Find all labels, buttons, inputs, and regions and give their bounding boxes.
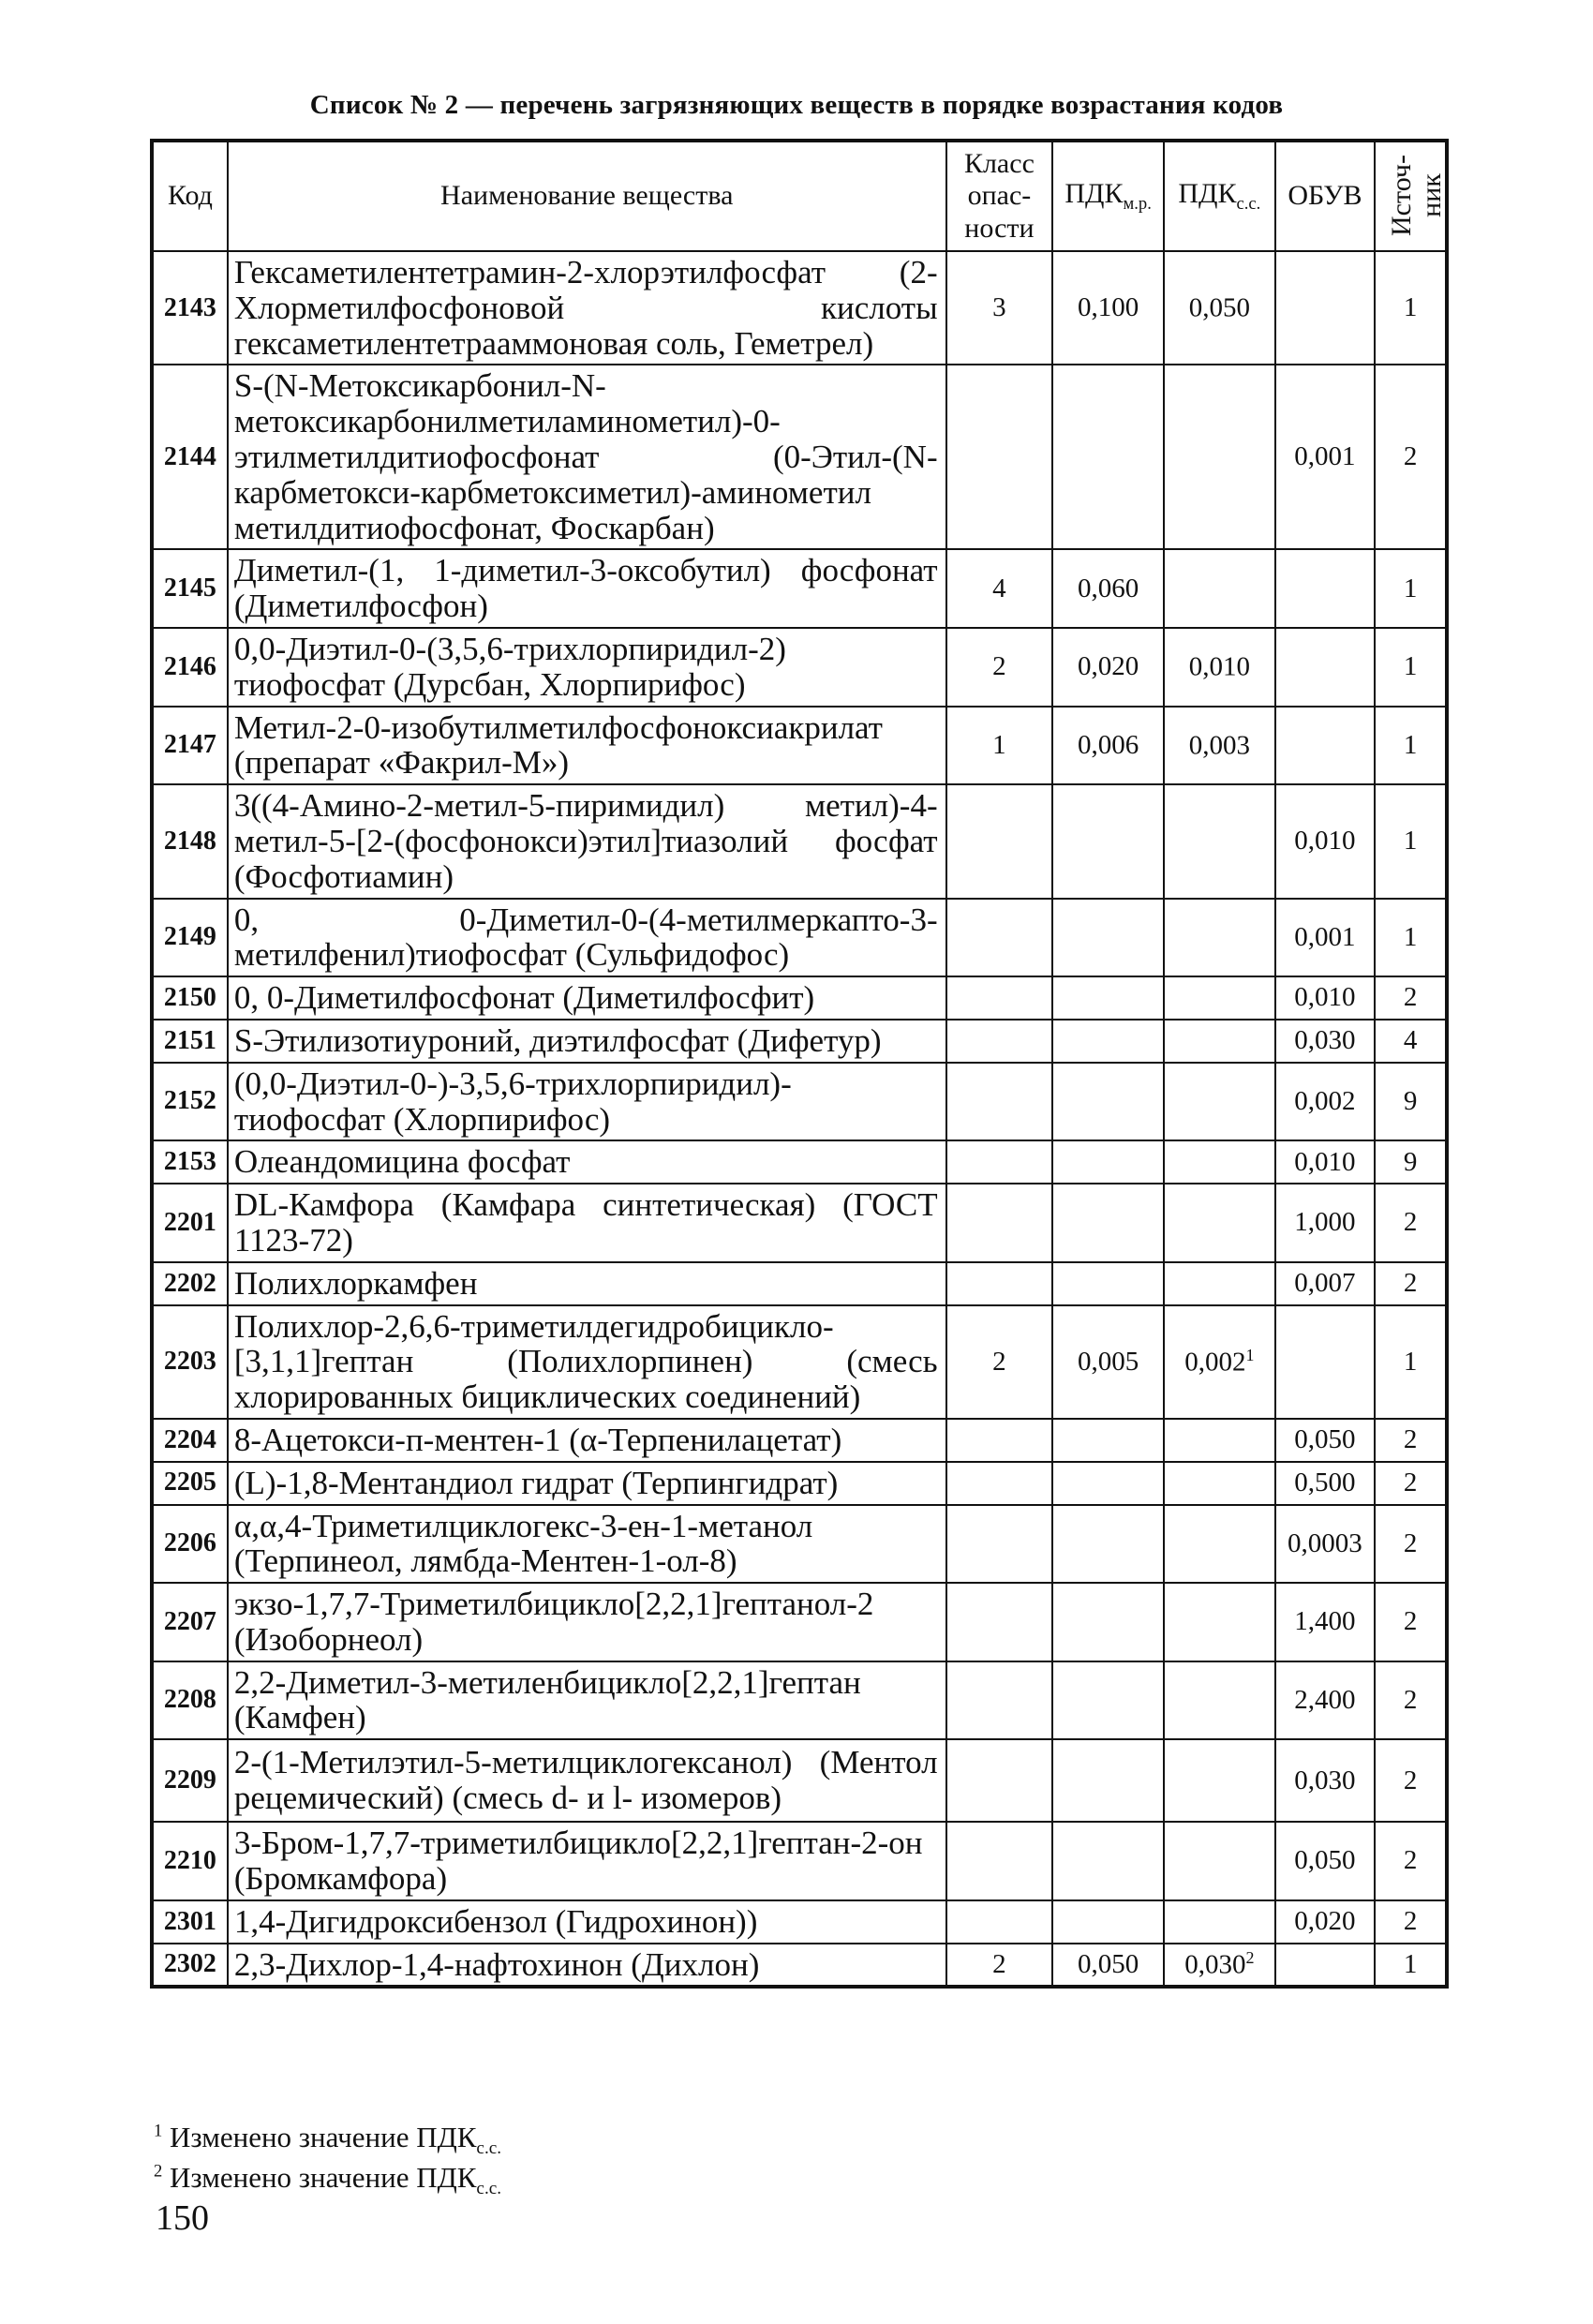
cell-obuv: 0,010 [1275,976,1375,1020]
table-row [152,1184,1447,1262]
cell-pdk-ss [1164,784,1275,898]
cell-name: 2,2-Диметил-3-метиленбицикло[2,2,1]гептан (Камфен) [228,1661,946,1740]
cell-source: 2 [1375,1661,1447,1740]
cell-obuv [1275,1305,1375,1419]
cell-code: 2302 [152,1944,228,1988]
table-header-row [152,141,1447,251]
cell-pdk-mr: 0,060 [1052,549,1164,628]
cell-pdk-ss [1164,976,1275,1020]
cell-pdk-ss [1164,1739,1275,1822]
cell-source: 1 [1375,1944,1447,1988]
pdk-ss-footnote-mark: 1 [1245,1345,1255,1364]
pdk-ss-value: 0,002 [1184,1347,1246,1378]
cell-pdk-ss [1164,1944,1275,1988]
cell-source: 1 [1375,251,1447,365]
cell-source: 1 [1375,784,1447,898]
table-row [152,1944,1447,1988]
cell-hazard [946,1739,1053,1822]
cell-name: Метил-2-0-изобутилметилфосфоноксиакрилат (препарат «Факрил-М») [228,707,946,785]
cell-code: 2152 [152,1063,228,1141]
cell-code: 2153 [152,1140,228,1184]
cell-obuv [1275,549,1375,628]
cell-hazard [946,899,1053,977]
cell-code: 2209 [152,1739,228,1822]
cell-pdk-ss [1164,365,1275,549]
cell-code: 2151 [152,1020,228,1063]
cell-hazard: 3 [946,251,1053,365]
table-row [152,628,1447,707]
cell-hazard: 4 [946,549,1053,628]
cell-pdk-ss [1164,899,1275,977]
cell-code: 2203 [152,1305,228,1419]
cell-obuv: 0,020 [1275,1900,1375,1944]
cell-pdk-ss [1164,1063,1275,1141]
cell-name: DL-Камфора (Камфара синтетическая) (ГОСТ 1123-72) [228,1184,946,1262]
cell-name: 3-Бром-1,7,7-триметилбицикло[2,2,1]гептан-2-он (Бромкамфора) [228,1822,946,1900]
table-row [152,1661,1447,1740]
cell-obuv: 0,050 [1275,1822,1375,1900]
cell-hazard: 2 [946,1305,1053,1419]
cell-pdk-mr [1052,1822,1164,1900]
cell-source: 1 [1375,628,1447,707]
cell-obuv: 0,500 [1275,1462,1375,1505]
cell-hazard [946,976,1053,1020]
cell-obuv: 0,0003 [1275,1505,1375,1584]
table-row [152,1020,1447,1063]
cell-pdk-mr: 0,100 [1052,251,1164,365]
cell-pdk-ss [1164,1462,1275,1505]
cell-hazard [946,1505,1053,1584]
table-row [152,1739,1447,1822]
cell-hazard [946,784,1053,898]
cell-code: 2147 [152,707,228,785]
cell-hazard [946,365,1053,549]
cell-name: S-Этилизотиуроний, диэтилфосфат (Дифетур) [228,1020,946,1063]
cell-code: 2206 [152,1505,228,1584]
pdk-ss-footnote-mark: 2 [1245,1948,1255,1968]
cell-pdk-ss [1164,707,1275,785]
cell-pdk-ss [1164,1661,1275,1740]
cell-pdk-mr: 0,020 [1052,628,1164,707]
cell-pdk-mr [1052,365,1164,549]
cell-source: 1 [1375,707,1447,785]
header-source: Источ- ник [1375,141,1447,251]
cell-pdk-mr: 0,006 [1052,707,1164,785]
cell-pdk-ss [1164,1505,1275,1584]
table-body [152,251,1447,1987]
cell-pdk-ss [1164,1419,1275,1462]
cell-name: Диметил-(1, 1-диметил-3-оксобутил) фосфонат (Диметилфосфон) [228,549,946,628]
cell-hazard [946,1063,1053,1141]
cell-name: (0,0-Диэтил-0-)-3,5,6-трихлорпиридил)-тиофосфат (Хлорпирифос) [228,1063,946,1141]
cell-pdk-mr [1052,1063,1164,1141]
header-pdk-ss: $ПДК_{с.с.}$ [1164,141,1275,251]
cell-hazard [946,1020,1053,1063]
cell-code: 2145 [152,549,228,628]
cell-hazard [946,1900,1053,1944]
cell-hazard: 1 [946,707,1053,785]
cell-code: 2202 [152,1262,228,1305]
cell-obuv: 0,001 [1275,899,1375,977]
cell-obuv: 1,000 [1275,1184,1375,1262]
cell-code: 2150 [152,976,228,1020]
cell-hazard [946,1462,1053,1505]
cell-source: 2 [1375,1262,1447,1305]
table-row [152,1063,1447,1141]
cell-pdk-ss [1164,1305,1275,1419]
cell-hazard [946,1822,1053,1900]
table-row [152,1262,1447,1305]
table-row [152,784,1447,898]
footnote-1: $^1$ Изменено значение $ПДК_{с.с.}$ [154,2121,502,2159]
cell-source: 9 [1375,1063,1447,1141]
cell-obuv: 0,007 [1275,1262,1375,1305]
cell-hazard: 2 [946,1944,1053,1988]
cell-source: 2 [1375,1462,1447,1505]
cell-pdk-mr [1052,1661,1164,1740]
cell-source: 9 [1375,1140,1447,1184]
cell-hazard [946,1661,1053,1740]
cell-source: 1 [1375,899,1447,977]
cell-pdk-mr [1052,1140,1164,1184]
cell-source: 2 [1375,1419,1447,1462]
cell-hazard [946,1583,1053,1661]
cell-obuv [1275,628,1375,707]
cell-name: 2,3-Дихлор-1,4-нафтохинон (Дихлон) [228,1944,946,1988]
cell-name: 2-(1-Метилэтил-5-метилциклогексанол) (Ментол рецемический) (смесь d- и l- изомеров) [228,1739,946,1822]
cell-code: 2204 [152,1419,228,1462]
cell-obuv: 0,001 [1275,365,1375,549]
cell-source: 1 [1375,549,1447,628]
cell-pdk-mr [1052,1505,1164,1584]
cell-obuv: 0,010 [1275,1140,1375,1184]
cell-code: 2208 [152,1661,228,1740]
cell-code: 2149 [152,899,228,977]
cell-name: (L)-1,8-Ментандиол гидрат (Терпингидрат) [228,1462,946,1505]
cell-name: Полихлоркамфен [228,1262,946,1305]
header-pdk-mr: $ПДК_{м.р.}$ [1052,141,1164,251]
cell-code: 2210 [152,1822,228,1900]
cell-pdk-mr [1052,1184,1164,1262]
cell-pdk-mr [1052,1900,1164,1944]
cell-code: 2143 [152,251,228,365]
table-row [152,1505,1447,1584]
cell-name: Полихлор-2,6,6-триметилдегидробицикло-[3,1,1]гептан (Полихлорпинен) (смесь хлорированных бициклических соединений) [228,1305,946,1419]
pdk-ss-value: 0,030 [1184,1949,1246,1980]
cell-obuv: 1,400 [1275,1583,1375,1661]
cell-pdk-ss [1164,1822,1275,1900]
cell-obuv [1275,707,1375,785]
cell-pdk-ss [1164,1184,1275,1262]
cell-source: 2 [1375,1822,1447,1900]
cell-name: 0,0-Диэтил-0-(3,5,6-трихлорпиридил-2) тиофосфат (Дурсбан, Хлорпирифос) [228,628,946,707]
cell-source: 2 [1375,1900,1447,1944]
cell-name: 0, 0-Диметилфосфонат (Диметилфосфит) [228,976,946,1020]
cell-obuv [1275,251,1375,365]
cell-hazard [946,1184,1053,1262]
cell-pdk-mr [1052,976,1164,1020]
cell-pdk-ss [1164,628,1275,707]
cell-hazard [946,1140,1053,1184]
cell-name: Олеандомицина фосфат [228,1140,946,1184]
table-row [152,1305,1447,1419]
header-obuv: ОБУВ [1275,141,1375,251]
page-title: Список № 2 — перечень загрязняющих веществ в порядке возрастания кодов [309,90,1284,120]
cell-pdk-mr [1052,1020,1164,1063]
header-code: Код [152,141,228,251]
footnote-2: $^2$ Изменено значение $ПДК_{с.с.}$ [154,2160,502,2198]
cell-hazard: 2 [946,628,1053,707]
table-row [152,707,1447,785]
cell-obuv: 0,002 [1275,1063,1375,1141]
cell-pdk-mr [1052,1739,1164,1822]
cell-code: 2144 [152,365,228,549]
cell-pdk-mr: 0,005 [1052,1305,1164,1419]
table-row [152,1583,1447,1661]
cell-pdk-mr [1052,1419,1164,1462]
cell-source: 2 [1375,1184,1447,1262]
substances-table [150,139,1449,1989]
cell-name: 3((4-Амино-2-метил-5-пиримидил) метил)-4-метил-5-[2-(фосфонокси)этил]тиазолий фосфат (Фосфотиамин) [228,784,946,898]
pdk-ss-value: 0,010 [1188,651,1250,682]
cell-pdk-ss [1164,1583,1275,1661]
cell-pdk-mr [1052,1583,1164,1661]
cell-pdk-ss [1164,1900,1275,1944]
cell-obuv: 2,400 [1275,1661,1375,1740]
cell-code: 2301 [152,1900,228,1944]
cell-pdk-ss [1164,549,1275,628]
cell-name: экзо-1,7,7-Триметилбицикло[2,2,1]гептанол-2 (Изоборнеол) [228,1583,946,1661]
header-name: Наименование вещества [228,141,946,251]
pdk-ss-value: 0,050 [1188,292,1250,323]
cell-name: S-(N-Метоксикарбонил-N-метоксикарбонилметиламинометил)-0-этилметилдитиофосфонат (0-Этил-(N-карбметокси-карбметоксиметил)-аминометил метилдитиофосфонат, Фоскарбан) [228,365,946,549]
pdk-ss-value: 0,003 [1188,730,1250,761]
cell-hazard [946,1262,1053,1305]
cell-pdk-mr: 0,050 [1052,1944,1164,1988]
cell-obuv: 0,010 [1275,784,1375,898]
table-row [152,1140,1447,1184]
cell-source: 2 [1375,365,1447,549]
cell-name: α,α,4-Триметилциклогекс-3-ен-1-метанол (Терпинеол, лямбда-Ментен-1-ол-8) [228,1505,946,1584]
footnotes [154,2120,501,2199]
table-row [152,251,1447,365]
cell-code: 2207 [152,1583,228,1661]
cell-source: 2 [1375,976,1447,1020]
header-hazard: Класс опас- ности [946,141,1053,251]
table-row [152,899,1447,977]
table-row [152,1900,1447,1944]
cell-obuv [1275,1944,1375,1988]
table-row [152,1419,1447,1462]
cell-name: 8-Ацетокси-п-ментен-1 (α-Терпенилацетат) [228,1419,946,1462]
cell-code: 2146 [152,628,228,707]
cell-pdk-mr [1052,1262,1164,1305]
table-row [152,976,1447,1020]
cell-name: Гексаметилентетрамин-2-хлорэтилфосфат (2-Хлорметилфосфоновой кислоты гексаметилентетрааммоновая соль, Геметрел) [228,251,946,365]
cell-pdk-mr [1052,1462,1164,1505]
cell-pdk-ss [1164,1262,1275,1305]
cell-obuv: 0,050 [1275,1419,1375,1462]
cell-source: 1 [1375,1305,1447,1419]
cell-code: 2148 [152,784,228,898]
table-row [152,549,1447,628]
cell-pdk-mr [1052,784,1164,898]
cell-code: 2205 [152,1462,228,1505]
cell-hazard [946,1419,1053,1462]
table-row [152,365,1447,549]
cell-name: 0, 0-Диметил-0-(4-метилмеркапто-3-метилфенил)тиофосфат (Сульфидофос) [228,899,946,977]
table-row [152,1822,1447,1900]
cell-pdk-mr [1052,899,1164,977]
cell-source: 2 [1375,1739,1447,1822]
cell-code: 2201 [152,1184,228,1262]
cell-obuv: 0,030 [1275,1020,1375,1063]
cell-pdk-ss [1164,1140,1275,1184]
cell-source: 2 [1375,1505,1447,1584]
cell-pdk-ss [1164,251,1275,365]
page-number: 150 [156,2198,209,2238]
cell-name: 1,4-Дигидроксибензол (Гидрохинон)) [228,1900,946,1944]
table-row [152,1462,1447,1505]
cell-source: 2 [1375,1583,1447,1661]
cell-source: 4 [1375,1020,1447,1063]
cell-obuv: 0,030 [1275,1739,1375,1822]
cell-pdk-ss [1164,1020,1275,1063]
